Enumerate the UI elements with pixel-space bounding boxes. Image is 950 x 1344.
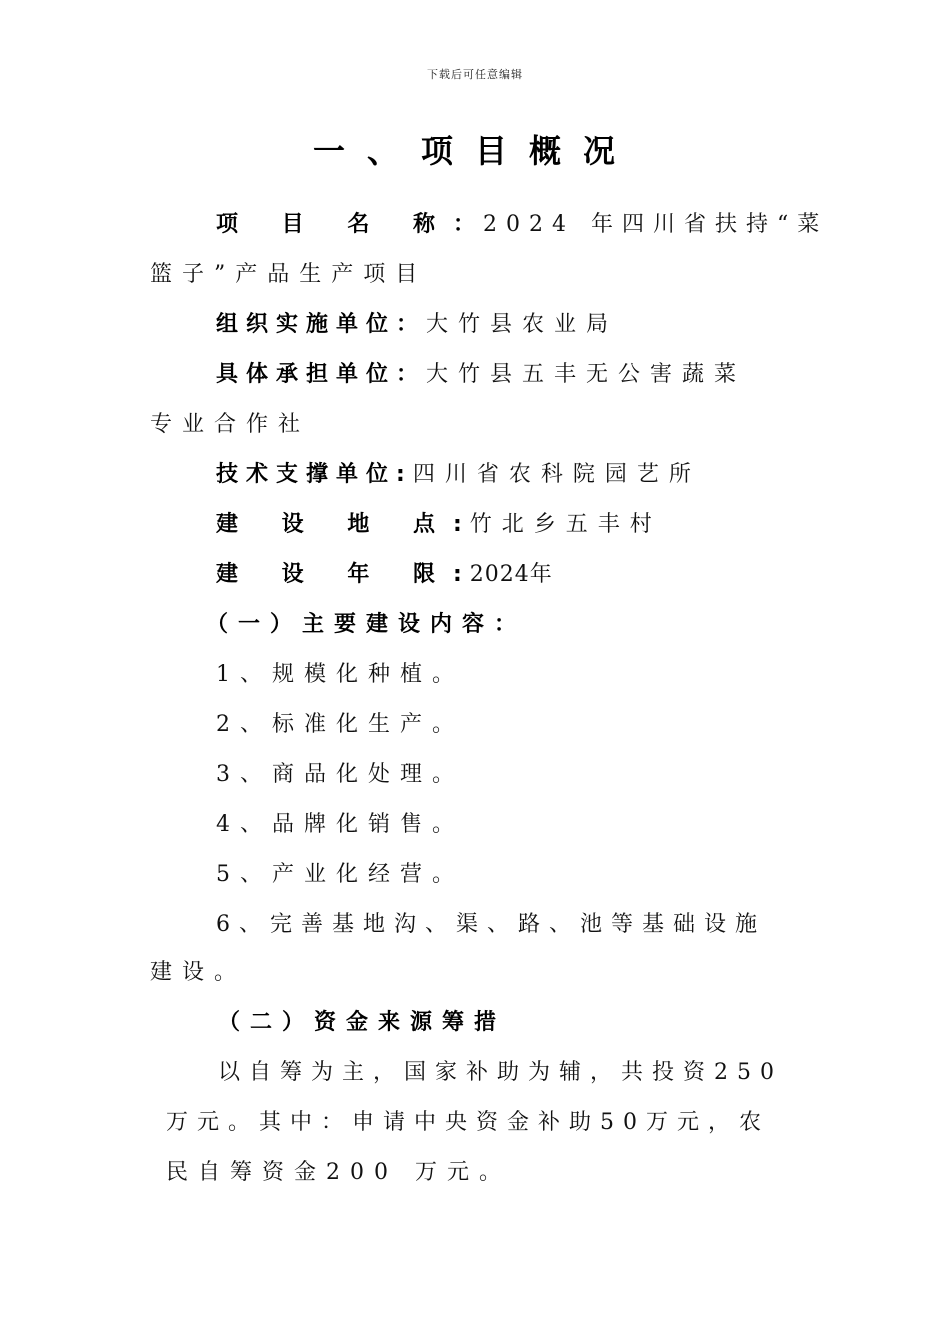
tech-unit-row	[216, 460, 701, 490]
location-value: 竹北乡五丰村	[469, 512, 662, 537]
section1-item-3: 3、商品化处理。	[216, 762, 464, 787]
undertaking-unit-value-cont: 专业合作社	[150, 412, 311, 437]
org-unit-label: 组织实施单位	[216, 312, 397, 337]
org-unit-sep: ：	[396, 312, 427, 337]
undertaking-unit-row-cont	[150, 410, 310, 440]
page-title: 一、项目概况	[312, 132, 637, 170]
section1-heading: （一）主要建设内容：	[206, 612, 527, 637]
project-name-value-cont: 篮子”产品生产项目	[150, 262, 428, 287]
project-name-value: 2024 年四川省扶持“菜	[483, 212, 829, 237]
section2-paragraph-line2: 万元。其中：申请中央资金补助50万元，农	[166, 1110, 770, 1135]
undertaking-unit-row	[216, 360, 746, 390]
header-note: 下载后可任意编辑	[427, 68, 523, 81]
section2-heading: （二）资金来源筹措	[218, 1010, 507, 1035]
section2-paragraph-line1: 以自筹为主，国家补助为辅，共投资250	[218, 1060, 783, 1085]
period-sep: :	[452, 562, 470, 587]
period-value: 2024年	[469, 562, 553, 587]
period-label: 建 设 年 限	[216, 562, 453, 587]
section1-item-6: 6、完善基地沟、渠、路、池等基础设施	[216, 912, 766, 937]
undertaking-unit-label: 具体承担单位	[216, 362, 397, 387]
org-unit-value: 大竹县农业局	[426, 312, 619, 337]
tech-unit-label: 技术支撑单位	[216, 462, 397, 487]
project-name-label: 项 目 名 称	[216, 212, 453, 237]
section1-item-5: 5、产业化经营。	[216, 862, 464, 887]
section1-item-2: 2、标准化生产。	[216, 712, 464, 737]
period-row	[216, 560, 553, 590]
section1-item-1: 1、规模化种植。	[216, 662, 464, 687]
section1-item-4: 4、品牌化销售。	[216, 812, 464, 837]
location-label: 建 设 地 点	[216, 512, 453, 537]
project-name-sep: ：	[452, 212, 483, 237]
undertaking-unit-value: 大竹县五丰无公害蔬菜	[426, 362, 747, 387]
undertaking-unit-sep: ：	[396, 362, 427, 387]
location-sep: :	[452, 512, 470, 537]
project-name-row-cont	[150, 260, 427, 290]
section2-paragraph-line3: 民自筹资金200 万元。	[166, 1160, 511, 1185]
tech-unit-value: 四川省农科院园艺所	[412, 462, 701, 487]
project-name-row	[216, 210, 828, 240]
location-row	[216, 510, 662, 540]
section1-item-6-cont: 建设。	[150, 960, 247, 985]
org-unit-row	[216, 310, 618, 340]
tech-unit-sep: :	[396, 462, 413, 487]
